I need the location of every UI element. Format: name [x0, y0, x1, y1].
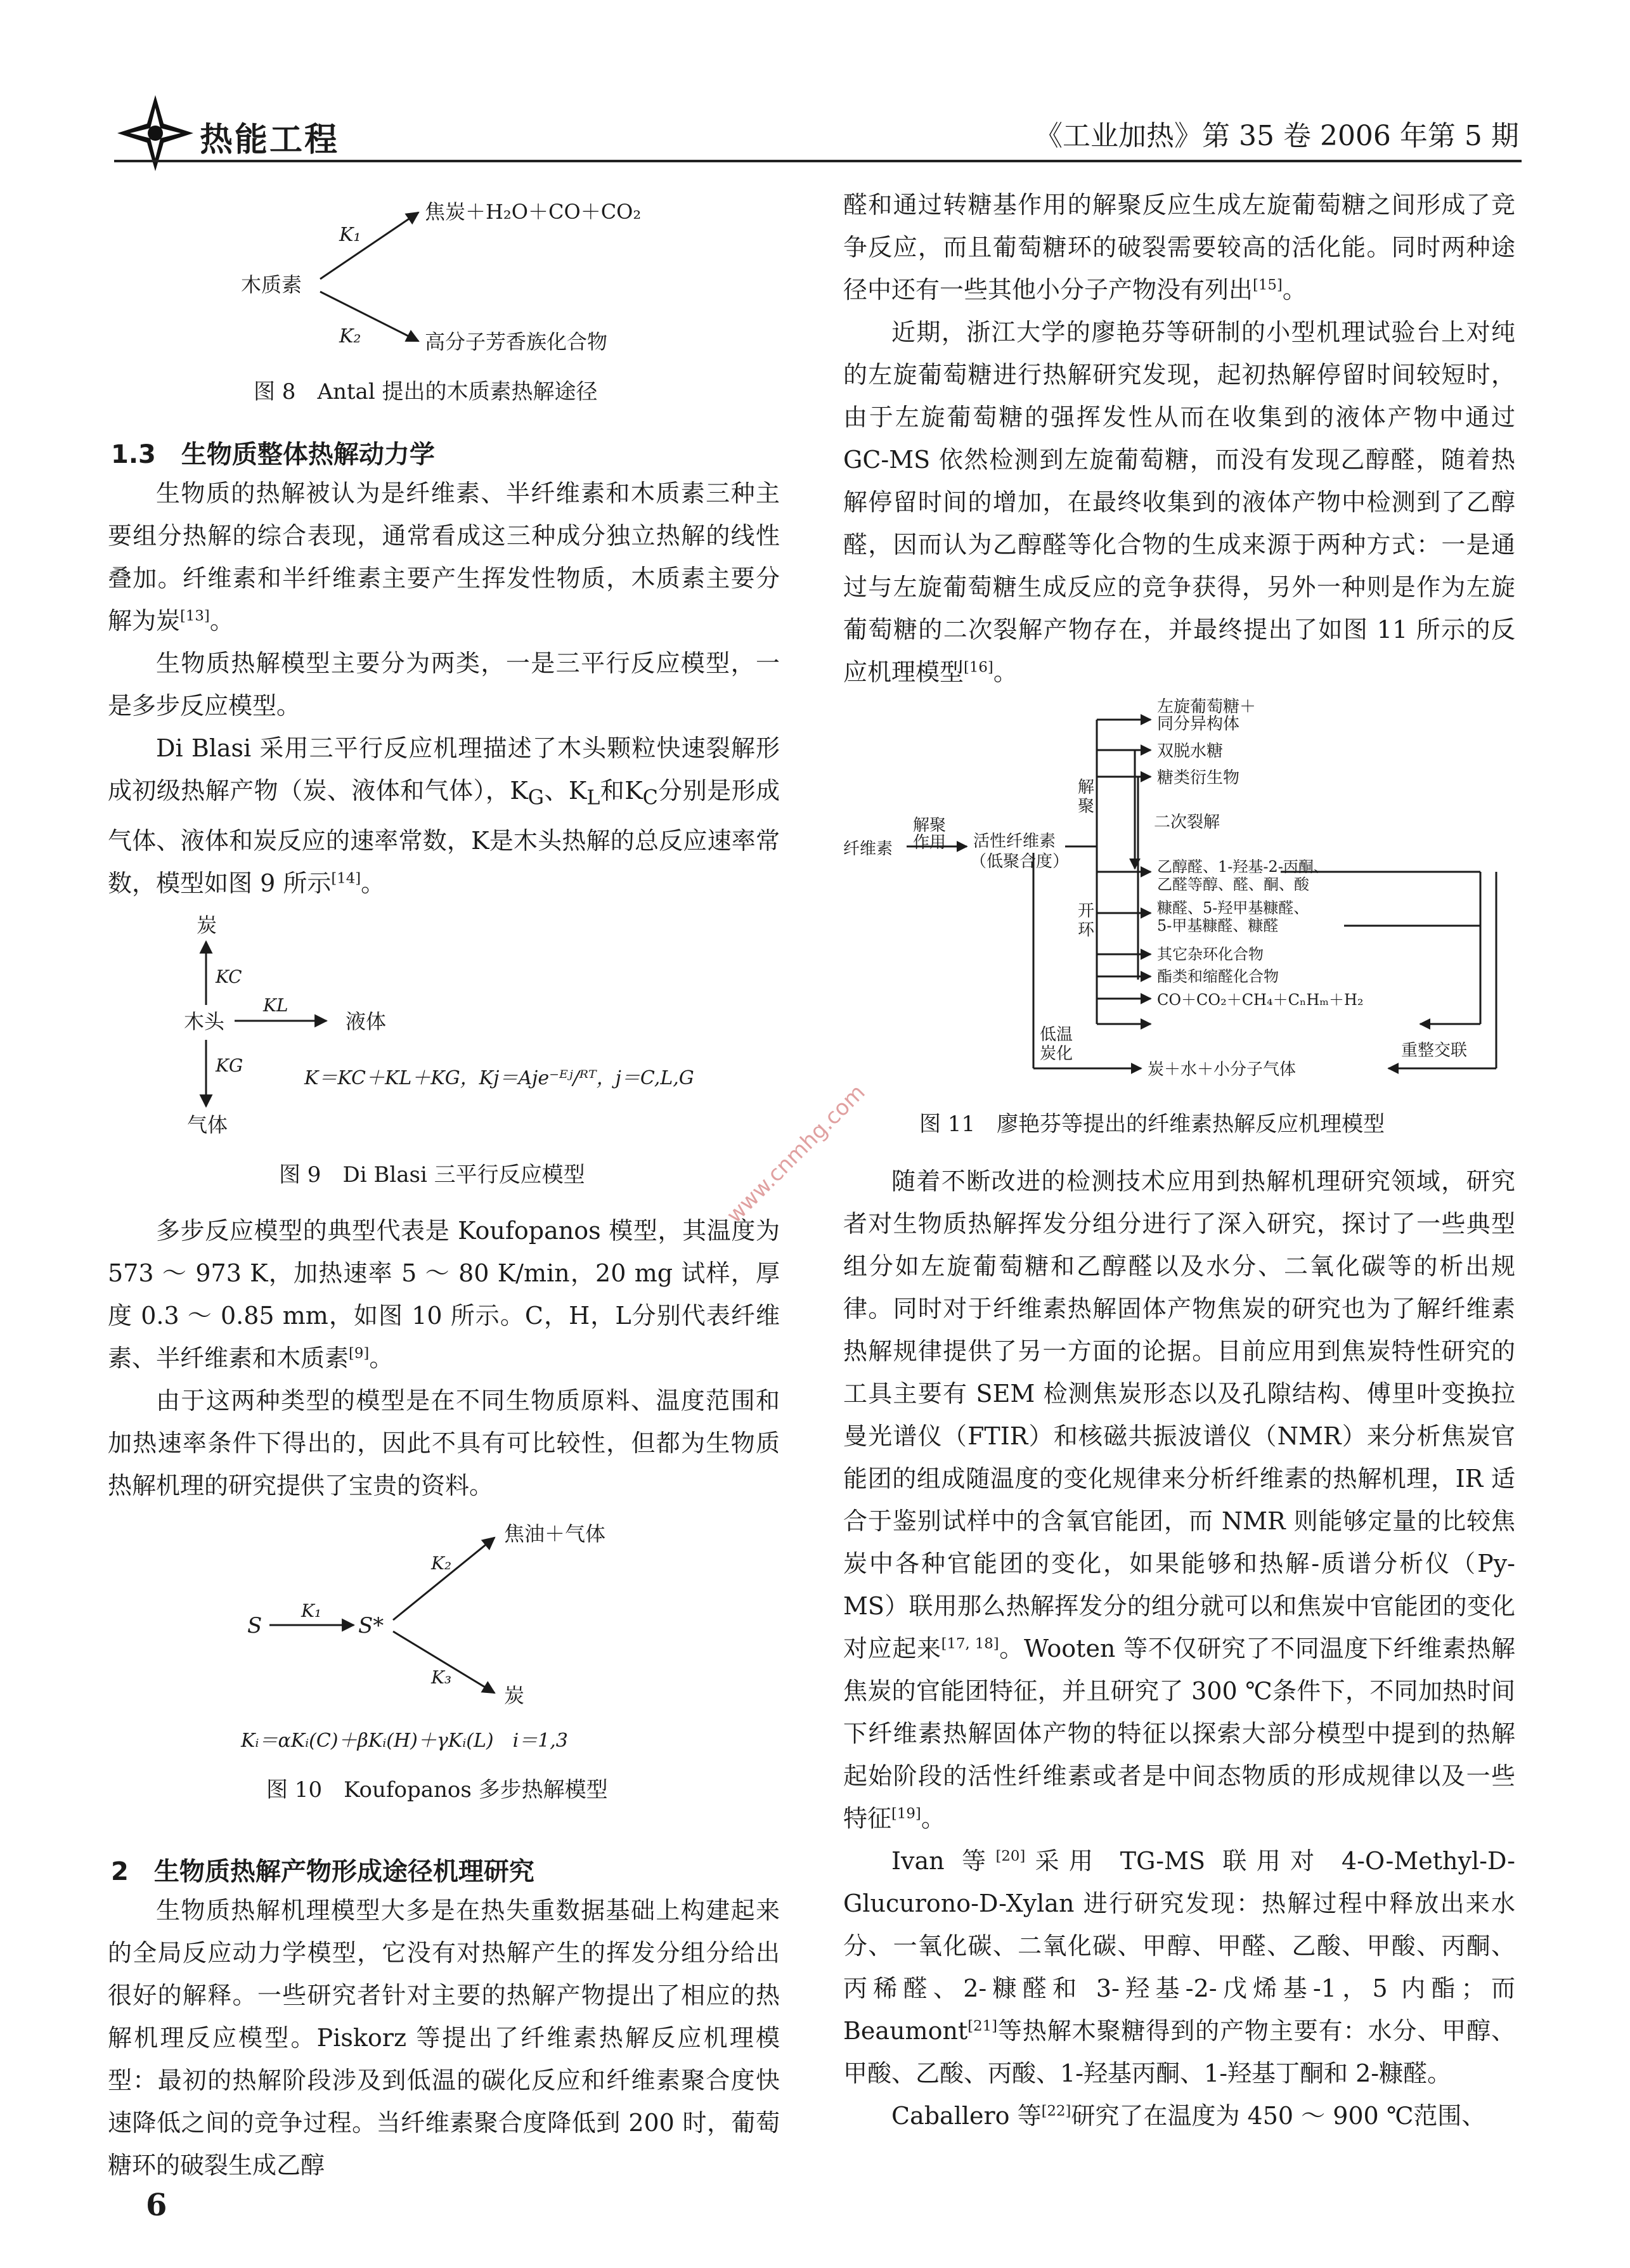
header-rule	[114, 160, 1522, 162]
right-column-block-2	[843, 1160, 1515, 2137]
fig11-active-2: （低聚合度）	[970, 852, 1070, 871]
section-2-heading: 2 生物质热解产物形成途径机理研究	[111, 1857, 534, 1886]
paragraph: 多步反应模型的典型代表是 Koufopanos 模型，其温度为 573 ～ 973 K，加热速率 5 ～ 80 K/min，20 mg 试样，厚度 0.3 ～ 0.85 mm，如图 10 所示。C，H，L分别代表纤维素、半纤维素和木质素[9]。	[108, 1217, 780, 1372]
fig8-product-1: 焦炭＋H₂O＋CO＋CO₂	[425, 200, 642, 224]
fig9-kc-label: KC	[216, 966, 242, 987]
fig8-k1-label: K₁	[339, 224, 361, 246]
fig10-product-top: 焦油＋气体	[504, 1522, 606, 1546]
figure-10-diagram	[241, 1519, 697, 1753]
paragraph: 生物质热解机理模型大多是在热失重数据基础上构建起来的全局反应动力学模型，它没有对热解产生的挥发分组分给出很好的解释。一些研究者针对主要的热解产物提出了相应的热解机理反应模型。Piskorz 等提出了纤维素热解反应机理模型：最初的热解阶段涉及到低温的碳化反应和纤维素聚合度快速降低之间的竞争过程。当纤维素聚合度降低到 200 时，葡萄糖环的破裂生成乙醇	[108, 1896, 780, 2179]
fig11-dianhydro: 双脱水糖	[1157, 742, 1224, 761]
paragraph: 生物质热解模型主要分为两类，一是三平行反应模型，一是多步反应模型。	[108, 649, 780, 720]
fig10-arrow-k2	[393, 1538, 495, 1620]
fig10-k2-label: K₂	[431, 1553, 452, 1574]
paragraph: 随着不断改进的检测技术应用到热解机理研究领域，研究者对生物质热解挥发分组分进行了深入研究，探讨了一些典型组分如左旋葡萄糖和乙醇醛以及水分、二氧化碳等的析出规律。同时对于纤维素热解固体产物焦炭的研究也为了解纤维素热解规律提供了另一方面的论据。目前应用到焦炭特性研究的工具主要有 SEM 检测焦炭形态以及孔隙结构、傅里叶变换拉曼光谱仪（FTIR）和核磁共振波谱仪（NMR）来分析焦炭官能团的组成随温度的变化规律来分析纤维素的热解机理，IR 适合于鉴别试样中的含氧官能团，而 NMR 则能够定量的比较焦炭中各种官能团的变化，如果能够和热解-质谱分析仪（Py-MS）联用那么热解挥发分的组分就可以和焦炭中官能团的变化对应起来[17, 18]。Wooten 等不仅研究了不同温度下纤维素热解焦炭的官能团特征，并且研究了 300 ℃条件下，不同加热时间下纤维素热解固体产物的特征以探索大部分模型中提到的热解起始阶段的活性纤维素或者是中间态物质的形成规律以及一些特征[19]。	[843, 1167, 1515, 1832]
fig9-wood: 木头	[184, 1009, 225, 1034]
fig9-gas: 气体	[187, 1113, 228, 1137]
fig11-furf-1: 糠醛、5-羟甲基糠醛、	[1157, 899, 1309, 917]
fig9-kg-label: KG	[216, 1055, 243, 1076]
journal-issue: 《工业加热》第 35 卷 2006 年第 5 期	[1035, 120, 1519, 152]
fig11-furf-2: 5-甲基糠醛、糠醛	[1157, 917, 1279, 935]
left-column-block-2	[108, 1210, 780, 1507]
fig11-sugar-deriv: 糖类衍生物	[1157, 768, 1240, 787]
paragraph: Caballero 等[22]研究了在温度为 450 ～ 900 ℃范围、	[891, 2102, 1486, 2130]
fig9-equation: K＝KC＋KL＋KG，Kj＝Aje⁻ᴱʲ/ᴿᵀ，j＝C,L,G	[304, 1067, 694, 1089]
fig10-k3-label: K₃	[431, 1667, 452, 1688]
fig8-k2-label: K₂	[339, 325, 361, 347]
fig11-ald-2: 乙醛等醇、醛、酮、酸	[1157, 876, 1309, 893]
fig11-reform: 重整交联	[1401, 1041, 1468, 1060]
figure-9-caption: 图 9 Di Blasi 三平行反应模型	[279, 1162, 585, 1188]
fig11-depoly-v: 解聚	[1078, 778, 1095, 816]
fig11-levo-2: 同分异构体	[1157, 715, 1240, 734]
page-number: 6	[146, 2187, 167, 2223]
fig11-lowtemp-2: 炭化	[1040, 1044, 1073, 1063]
fig9-liquid: 液体	[346, 1009, 387, 1034]
fig9-char: 炭	[197, 913, 217, 937]
fig8-arrow-k1	[320, 212, 418, 279]
figure-8-caption: 图 8 Antal 提出的木质素热解途径	[254, 379, 598, 405]
paragraph: Di Blasi 采用三平行反应机理描述了木头颗粒快速裂解形成初级热解产物（炭、液体和气体），$K_G$、$K_L$和$K_C$分别是形成气体、液体和炭反应的速率常数，K是木头热解的总反应速率常数，模型如图 9 所示[14]。	[108, 734, 780, 897]
fig11-lowtemp-1: 低温	[1040, 1025, 1073, 1044]
fig8-product-2: 高分子芳香族化合物	[425, 330, 608, 354]
fig10-s-star: S*	[358, 1613, 384, 1638]
fig11-levo-1: 左旋葡萄糖＋	[1157, 697, 1257, 716]
paragraph: Ivan 等[20]采用 TG-MS 联用对 4-O-Methyl-D-Glucurono-D-Xylan 进行研究发现：热解过程中释放出来水分、一氧化碳、二氧化碳、甲醇、甲醛、乙酸、甲酸、丙酮、丙稀醛、2-糠醛和 3-羟基-2-戊烯基-1，5 内酯；而 Beaumont[21]等热解木聚糖得到的产物主要有：水分、甲醇、甲酸、乙酸、丙酸、1-羟基丙酮、1-羟基丁酮和 2-糠醛。	[843, 1847, 1515, 2087]
figure-8-diagram	[235, 190, 678, 361]
fig8-source: 木质素	[241, 273, 302, 297]
fig11-cellulose: 纤维素	[843, 839, 893, 859]
fig11-secondary: 二次裂解	[1154, 813, 1220, 832]
fig10-k1-label: K₁	[301, 1600, 322, 1621]
fig11-ald-1: 乙醇醛、1-羟基-2-丙酮、	[1157, 858, 1329, 876]
paragraph: 生物质的热解被认为是纤维素、半纤维素和木质素三种主要组分热解的综合表现，通常看成这三种成分独立热解的线性叠加。纤维素和半纤维素主要产生挥发性物质，木质素主要分解为炭[13]。	[108, 479, 780, 635]
figure-11-diagram	[843, 688, 1534, 1094]
figure-11-caption: 图 11 廖艳芬等提出的纤维素热解反应机理模型	[919, 1111, 1385, 1137]
fig10-s: S	[247, 1613, 262, 1638]
fig11-char-products: 炭＋水＋小分子气体	[1148, 1060, 1297, 1079]
right-column-block-1	[843, 184, 1515, 694]
fig11-active-1: 活性纤维素	[973, 832, 1056, 851]
fig11-depoly-action-2: 作用	[913, 833, 947, 852]
fig9-kl-label: KL	[263, 995, 288, 1016]
figure-10-caption: 图 10 Koufopanos 多步热解模型	[266, 1777, 608, 1803]
fig8-arrow-k2	[320, 292, 418, 341]
paragraph: 近期，浙江大学的廖艳芬等研制的小型机理试验台上对纯的左旋葡萄糖进行热解研究发现，起初热解停留时间较短时，由于左旋葡萄糖的强挥发性从而在收集到的液体产物中通过 GC-MS 依然检测到左旋葡萄糖，而没有发现乙醇醛，随着热解停留时间的增加，在最终收集到的液体产物中检测到了乙醇醛，因而认为乙醇醛等化合物的生成来源于两种方式：一是通过与左旋葡萄糖生成反应的竞争获得，另外一种则是作为左旋葡萄糖的二次裂解产物存在，并最终提出了如图 11 所示的反应机理模型[16]。	[843, 318, 1515, 686]
figure-9-diagram	[165, 913, 735, 1148]
section-1-3-heading: 1.3 生物质整体热解动力学	[111, 440, 435, 469]
watermark: www.cnmhg.com	[721, 1079, 870, 1229]
left-column-block-1	[108, 472, 780, 905]
fig11-hetero: 其它杂环化合物	[1157, 945, 1264, 963]
fig11-ring-open-v: 开环	[1078, 902, 1095, 940]
journal-section-title: 热能工程	[200, 121, 340, 159]
fig11-depoly-action-1: 解聚	[913, 816, 947, 835]
fig10-product-bottom: 炭	[504, 1683, 525, 1707]
paragraph: 由于这两种类型的模型是在不同生物质原料、温度范围和加热速率条件下得出的，因此不具有可比较性，但都为生物质热解机理的研究提供了宝贵的资料。	[108, 1387, 780, 1500]
fig10-equation: Kᵢ＝αKᵢ(C)＋βKᵢ(H)＋γKᵢ(L) i＝1,3	[241, 1730, 568, 1752]
left-column-block-3	[108, 1889, 780, 2187]
fig11-gases: CO＋CO₂＋CH₄＋CₙHₘ＋H₂	[1157, 991, 1364, 1009]
paragraph: 醛和通过转糖基作用的解聚反应生成左旋葡萄糖之间形成了竞争反应，而且葡萄糖环的破裂需要较高的活化能。同时两种途径中还有一些其他小分子产物没有列出[15]。	[843, 191, 1515, 304]
fig11-ester: 酯类和缩醛化合物	[1157, 968, 1279, 985]
